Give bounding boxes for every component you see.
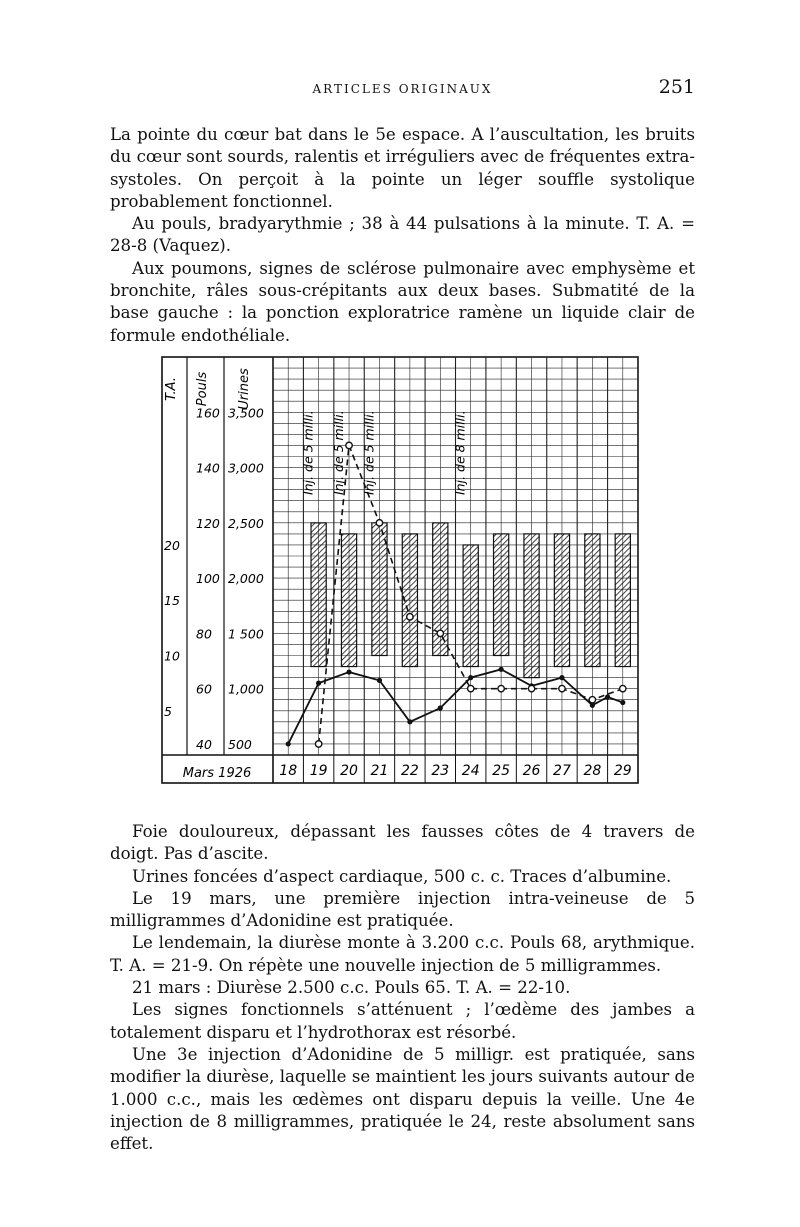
date-label: 28 bbox=[583, 763, 602, 779]
ta-bar bbox=[554, 534, 569, 667]
pouls-point bbox=[499, 667, 504, 672]
ta-tick-label: 5 bbox=[164, 703, 172, 719]
paragraph: Au pouls, bradyarythmie ; 38 à 44 pulsations à la minute. T. A. = 28-8 (Vaquez). bbox=[110, 214, 695, 256]
pouls-point bbox=[346, 669, 351, 674]
urines-tick-label: 1,000 bbox=[228, 681, 264, 697]
injection-label: Inj. de 5 milli. bbox=[300, 410, 316, 495]
date-label: 21 bbox=[370, 763, 389, 779]
paragraph: Une 3e injection d’Adonidine de 5 milligr. est pratiquée, sans modifier la diurèse, laquelle se maintient les jours suivants autour de 1.000 c.c., mais les œdèmes ont disparu depuis la veille. Une 4e injection de 8 milligrammes, pratiquée le 24, reste absolument sans effet. bbox=[110, 1044, 695, 1154]
paragraph: Aux poumons, signes de sclérose pulmonaire avec emphysème et bronchite, râles sous-crépitants aux deux bases. Submatité de la base gauche : la ponction exploratrice ramène un liquide clair de formule endothéliale. bbox=[110, 258, 695, 345]
pouls-point bbox=[286, 741, 291, 746]
injection-label: Inj. de 8 milli. bbox=[452, 410, 468, 495]
pouls-point bbox=[407, 719, 412, 724]
paragraph: Le 19 mars, une première injection intra-veineuse de 5 milligrammes d’Adonidine est pratiquée. bbox=[110, 888, 695, 931]
pouls-point bbox=[605, 694, 610, 699]
pouls-tick-label: 140 bbox=[196, 460, 220, 476]
ta-bar bbox=[372, 523, 387, 656]
urines-point bbox=[468, 685, 474, 691]
pouls-point bbox=[559, 675, 564, 680]
paragraph: La pointe du cœur bat dans le 5e espace. A l’auscultation, les bruits du cœur sont sourds, ralentis et irréguliers avec de fréquentes extra-systoles. On perçoit à la pointe un léger souffle systolique probablement fonctionnel. bbox=[110, 125, 695, 211]
ta-tick-label: 10 bbox=[164, 648, 180, 664]
paragraph: Urines foncées d’aspect cardiaque, 500 c. c. Traces d’albumine. bbox=[132, 866, 672, 886]
date-label: 23 bbox=[431, 763, 450, 779]
ta-tick-label: 20 bbox=[164, 537, 180, 553]
urines-tick-label: 2,000 bbox=[228, 571, 264, 587]
top-text bbox=[110, 124, 695, 347]
running-title: ARTICLES ORIGINAUX bbox=[312, 82, 493, 96]
pouls-point bbox=[468, 675, 473, 680]
injection-label: Inj. de 5 milli. bbox=[361, 410, 377, 495]
column-header: Urines bbox=[237, 368, 252, 410]
chart-svg bbox=[160, 355, 640, 785]
urines-point bbox=[498, 685, 504, 691]
ta-bar bbox=[463, 545, 478, 667]
urines-tick-label: 1 500 bbox=[228, 626, 264, 642]
date-label: 26 bbox=[522, 763, 541, 779]
pouls-point bbox=[316, 681, 321, 686]
pouls-point bbox=[438, 705, 443, 710]
date-label: 18 bbox=[279, 763, 298, 779]
urines-tick-label: 2,500 bbox=[228, 515, 264, 531]
urines-point bbox=[620, 685, 626, 691]
bottom-text bbox=[110, 821, 695, 1155]
x-axis-caption: Mars 1926 bbox=[182, 766, 252, 781]
urines-tick-label: 500 bbox=[228, 736, 252, 752]
ta-bar bbox=[524, 534, 539, 678]
pouls-tick-label: 60 bbox=[196, 681, 212, 697]
page-number: 251 bbox=[658, 76, 695, 98]
pouls-tick-label: 120 bbox=[196, 515, 220, 531]
urines-point bbox=[407, 614, 413, 620]
urines-point bbox=[559, 685, 565, 691]
paragraph: Le lendemain, la diurèse monte à 3.200 c.c. Pouls 68, arythmique. T. A. = 21-9. On répète une nouvelle injection de 5 milligrammes. bbox=[110, 933, 695, 975]
urines-point bbox=[437, 630, 443, 636]
urines-point bbox=[376, 520, 382, 526]
paragraph: Foie douloureux, dépassant les fausses côtes de 4 travers de doigt. Pas d’ascite. bbox=[110, 822, 695, 864]
pouls-tick-label: 160 bbox=[196, 405, 220, 421]
column-header: Pouls bbox=[195, 371, 210, 407]
date-label: 22 bbox=[400, 763, 419, 779]
date-label: 29 bbox=[613, 763, 632, 779]
clinical-chart bbox=[160, 355, 640, 785]
ta-bar bbox=[615, 534, 630, 667]
date-label: 25 bbox=[492, 763, 511, 779]
urines-point bbox=[589, 697, 595, 703]
date-label: 24 bbox=[461, 763, 480, 779]
pouls-tick-label: 40 bbox=[196, 736, 212, 752]
pouls-tick-label: 100 bbox=[196, 571, 220, 587]
paragraph: Les signes fonctionnels s’atténuent ; l’œdème des jambes a totalement disparu et l’hydrothorax est résorbé. bbox=[110, 1000, 695, 1042]
urines-tick-label: 3,500 bbox=[228, 405, 264, 421]
urines-point bbox=[346, 442, 352, 448]
ta-bar bbox=[311, 523, 326, 667]
pouls-point bbox=[377, 678, 382, 683]
date-label: 20 bbox=[340, 763, 358, 779]
ta-bar bbox=[341, 534, 356, 667]
pouls-point bbox=[620, 700, 625, 705]
pouls-tick-label: 80 bbox=[196, 626, 212, 642]
date-label: 27 bbox=[553, 763, 571, 779]
paragraph: 21 mars : Diurèse 2.500 c.c. Pouls 65. T. A. = 22-10. bbox=[132, 978, 571, 998]
urines-point bbox=[528, 685, 534, 691]
column-header: T.A. bbox=[164, 377, 179, 401]
urines-point bbox=[315, 741, 321, 747]
injection-label: Inj. de 5 milli. bbox=[330, 410, 346, 495]
urines-tick-label: 3,000 bbox=[228, 460, 264, 476]
ta-bar bbox=[585, 534, 600, 667]
date-label: 19 bbox=[309, 763, 328, 779]
ta-tick-label: 15 bbox=[164, 593, 180, 609]
running-head bbox=[110, 76, 695, 100]
ta-bar bbox=[494, 534, 509, 656]
